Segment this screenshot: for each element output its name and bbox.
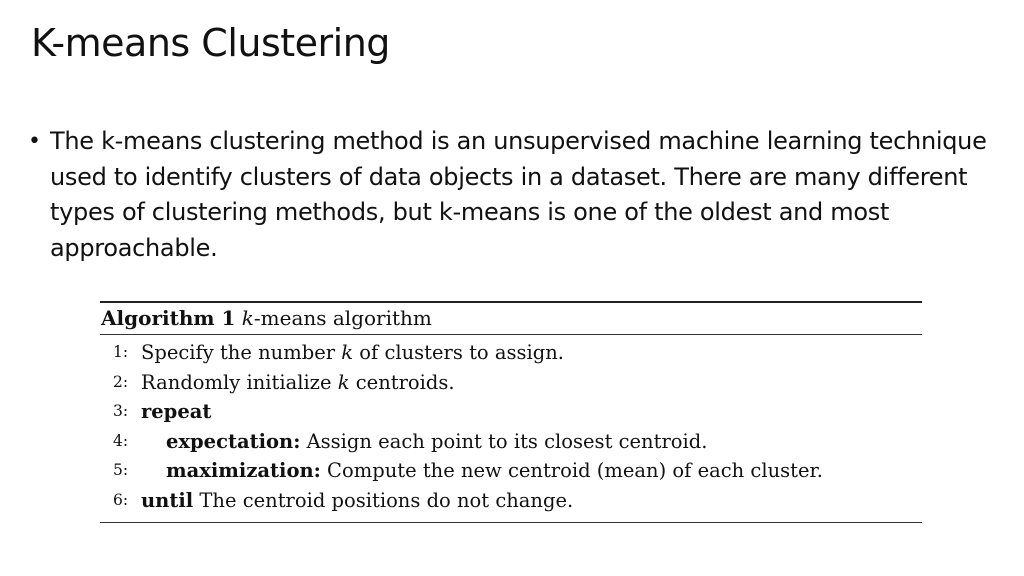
step-number: 5:: [113, 461, 129, 479]
step-number: 4:: [113, 431, 129, 450]
step-text-pre: Specify the number: [141, 341, 342, 364]
step-number: 2:: [113, 372, 129, 391]
step-keyword: maximization:: [166, 459, 321, 482]
step-text: Assign each point to its closest centroid.: [300, 429, 708, 453]
step-text: The centroid positions do not change.: [193, 488, 574, 512]
algorithm-bottom-rule: [100, 522, 922, 523]
step-number: 3:: [113, 402, 129, 420]
algorithm-step-4: [100, 427, 922, 457]
step-math: k: [341, 341, 354, 364]
algorithm-step-5: [100, 456, 922, 486]
algorithm-step-2: [100, 368, 922, 398]
algorithm-title-math: k: [241, 306, 254, 330]
step-math: k: [337, 370, 350, 394]
step-text-post: centroids.: [349, 370, 455, 394]
step-keyword: until: [141, 488, 194, 512]
algorithm-step-6: [100, 486, 922, 516]
bullet-marker: •: [28, 129, 41, 154]
step-body: [141, 368, 455, 398]
algorithm-label: Algorithm 1: [101, 306, 236, 330]
step-body: [141, 338, 564, 368]
algorithm-steps: [100, 335, 922, 515]
algorithm-title-rest: -means algorithm: [253, 306, 432, 330]
algorithm-step-1: [100, 338, 922, 368]
algorithm-step-3: [100, 397, 922, 427]
step-number: 6:: [113, 490, 129, 509]
step-keyword: expectation:: [166, 429, 301, 453]
step-body: [141, 486, 573, 516]
bullet-paragraph: [28, 124, 988, 266]
step-text-pre: Randomly initialize: [141, 370, 338, 394]
step-body: [141, 397, 211, 427]
step-keyword: repeat: [141, 400, 212, 423]
bullet-text: The k-means clustering method is an unsupervised machine learning technique used to identify clusters of data objects in a dataset. There are many different types of clustering methods, but k-means is one of the oldest and most approachable.: [50, 127, 987, 262]
step-number: 1:: [113, 343, 129, 361]
step-text-post: of clusters to assign.: [353, 341, 564, 364]
step-body: [166, 427, 707, 457]
algorithm-header: [100, 303, 922, 334]
slide-title: K-means Clustering: [31, 21, 390, 65]
step-text: Compute the new centroid (mean) of each cluster.: [320, 459, 823, 482]
step-body: [166, 456, 823, 486]
algorithm-box: [100, 301, 922, 523]
